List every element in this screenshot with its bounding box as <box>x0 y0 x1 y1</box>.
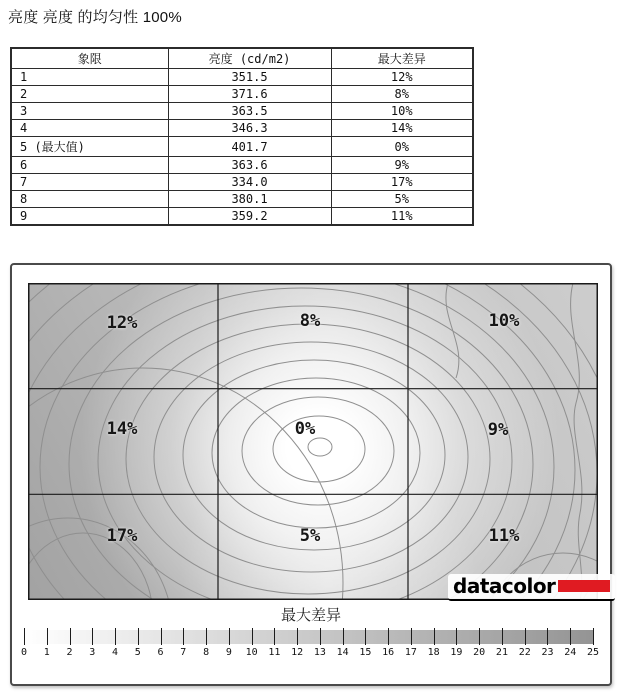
scale-tick-label: 14 <box>336 647 349 658</box>
scale-tick <box>365 628 366 645</box>
scale-tick <box>320 628 321 645</box>
scale-tick-label: 9 <box>225 647 232 658</box>
scale-tick-label: 20 <box>473 647 486 658</box>
quadrant-label: 8% <box>299 311 321 331</box>
maxdiff-cell: 8% <box>331 86 473 103</box>
scale-title: 最大差异 <box>280 607 341 624</box>
table-row <box>11 86 473 103</box>
luminance-cell: 363.5 <box>168 103 331 120</box>
datacolor-logo <box>448 574 615 601</box>
table-row <box>11 120 473 137</box>
scale-tick <box>434 628 435 645</box>
scale-tick-label: 17 <box>404 647 417 658</box>
datacolor-logo-red-bar <box>558 580 610 592</box>
quadrant-cell: 8 <box>11 191 168 208</box>
col-header-quadrant: 象限 <box>11 48 168 69</box>
scale-tick <box>456 628 457 645</box>
scale-tick <box>47 628 48 645</box>
scale-tick <box>570 628 571 645</box>
scale-tick <box>411 628 412 645</box>
scale-tick <box>183 628 184 645</box>
contour-plot <box>28 283 598 600</box>
quadrant-label: 10% <box>488 311 520 331</box>
luminance-cell: 371.6 <box>168 86 331 103</box>
scale-tick <box>479 628 480 645</box>
scale-tick-label: 3 <box>89 647 96 658</box>
quadrant-cell: 7 <box>11 174 168 191</box>
scale-tick-label: 1 <box>43 647 50 658</box>
scale-tick-label: 0 <box>20 647 28 658</box>
scale-tick-label: 16 <box>382 647 395 658</box>
scale-tick-label: 24 <box>564 647 577 658</box>
scale-tick-label: 12 <box>291 647 304 658</box>
scale-tick <box>547 628 548 645</box>
scale-tick-label: 15 <box>359 647 372 658</box>
luminance-cell: 334.0 <box>168 174 331 191</box>
maxdiff-cell: 9% <box>331 157 473 174</box>
page-title: 亮度 亮度 的均匀性 100% <box>8 9 182 26</box>
scale-tick-label: 4 <box>112 647 119 658</box>
scale-tick-label: 13 <box>313 647 326 658</box>
quadrant-label: 17% <box>106 526 138 546</box>
luminance-cell: 363.6 <box>168 157 331 174</box>
table-row <box>11 191 473 208</box>
luminance-cell: 351.5 <box>168 69 331 86</box>
scale-tick-label: 6 <box>157 647 164 658</box>
quadrant-cell: 5 (最大值) <box>11 137 168 157</box>
maxdiff-cell: 17% <box>331 174 473 191</box>
scale-tick-label: 8 <box>203 647 210 658</box>
scale-tick <box>92 628 93 645</box>
scale-tick <box>252 628 253 645</box>
luminance-cell: 346.3 <box>168 120 331 137</box>
quadrant-label: 11% <box>488 526 520 546</box>
scale-tick <box>502 628 503 645</box>
luminance-cell: 401.7 <box>168 137 331 157</box>
scale-tick <box>138 628 139 645</box>
scale-tick-label: 10 <box>245 647 258 658</box>
table-row <box>11 208 473 226</box>
quadrant-cell: 1 <box>11 69 168 86</box>
contour-panel <box>10 263 612 686</box>
table-row <box>11 103 473 120</box>
scale-tick <box>24 628 25 645</box>
maxdiff-cell: 5% <box>331 191 473 208</box>
maxdiff-cell: 11% <box>331 208 473 226</box>
luminance-cell: 380.1 <box>168 191 331 208</box>
quadrant-label: 14% <box>106 419 138 439</box>
maxdiff-cell: 10% <box>331 103 473 120</box>
table-row <box>11 137 473 157</box>
quadrant-cell: 2 <box>11 86 168 103</box>
datacolor-logo-text: datacolor <box>453 574 556 598</box>
scale-tick-label: 19 <box>450 647 463 658</box>
table-row <box>11 157 473 174</box>
maxdiff-cell: 14% <box>331 120 473 137</box>
quadrant-label: 9% <box>487 420 509 440</box>
scale-tick <box>161 628 162 645</box>
scale-tick <box>593 628 594 645</box>
scale-tick-label: 5 <box>134 647 141 658</box>
luminance-cell: 359.2 <box>168 208 331 226</box>
scale-tick <box>115 628 116 645</box>
uniformity-table <box>10 47 474 226</box>
scale-tick <box>229 628 230 645</box>
scale-tick <box>388 628 389 645</box>
scale-tick-label: 18 <box>427 647 440 658</box>
scale-tick <box>343 628 344 645</box>
quadrant-cell: 4 <box>11 120 168 137</box>
scale-tick <box>70 628 71 645</box>
scale-tick <box>297 628 298 645</box>
quadrant-cell: 6 <box>11 157 168 174</box>
scale-tick-label: 21 <box>495 647 508 658</box>
col-header-maxdiff: 最大差异 <box>331 48 473 69</box>
table-row <box>11 174 473 191</box>
scale-tick <box>525 628 526 645</box>
maxdiff-cell: 0% <box>331 137 473 157</box>
scale-gradient <box>24 630 593 644</box>
scale-tick-label: 25 <box>586 647 600 658</box>
scale-tick-label: 22 <box>518 647 531 658</box>
quadrant-label: 0% <box>294 419 316 439</box>
table-header-row <box>11 48 473 69</box>
scale-tick <box>206 628 207 645</box>
col-header-luminance: 亮度 (cd/m2) <box>168 48 331 69</box>
scale-tick-label: 23 <box>541 647 554 658</box>
scale-bar <box>20 628 600 664</box>
quadrant-cell: 9 <box>11 208 168 226</box>
maxdiff-cell: 12% <box>331 69 473 86</box>
table-row <box>11 69 473 86</box>
scale-tick <box>274 628 275 645</box>
scale-tick-label: 7 <box>180 647 187 658</box>
quadrant-cell: 3 <box>11 103 168 120</box>
scale-tick-label: 11 <box>268 647 281 658</box>
quadrant-label: 5% <box>299 526 321 546</box>
quadrant-label: 12% <box>106 313 138 333</box>
scale-tick-label: 2 <box>66 647 73 658</box>
